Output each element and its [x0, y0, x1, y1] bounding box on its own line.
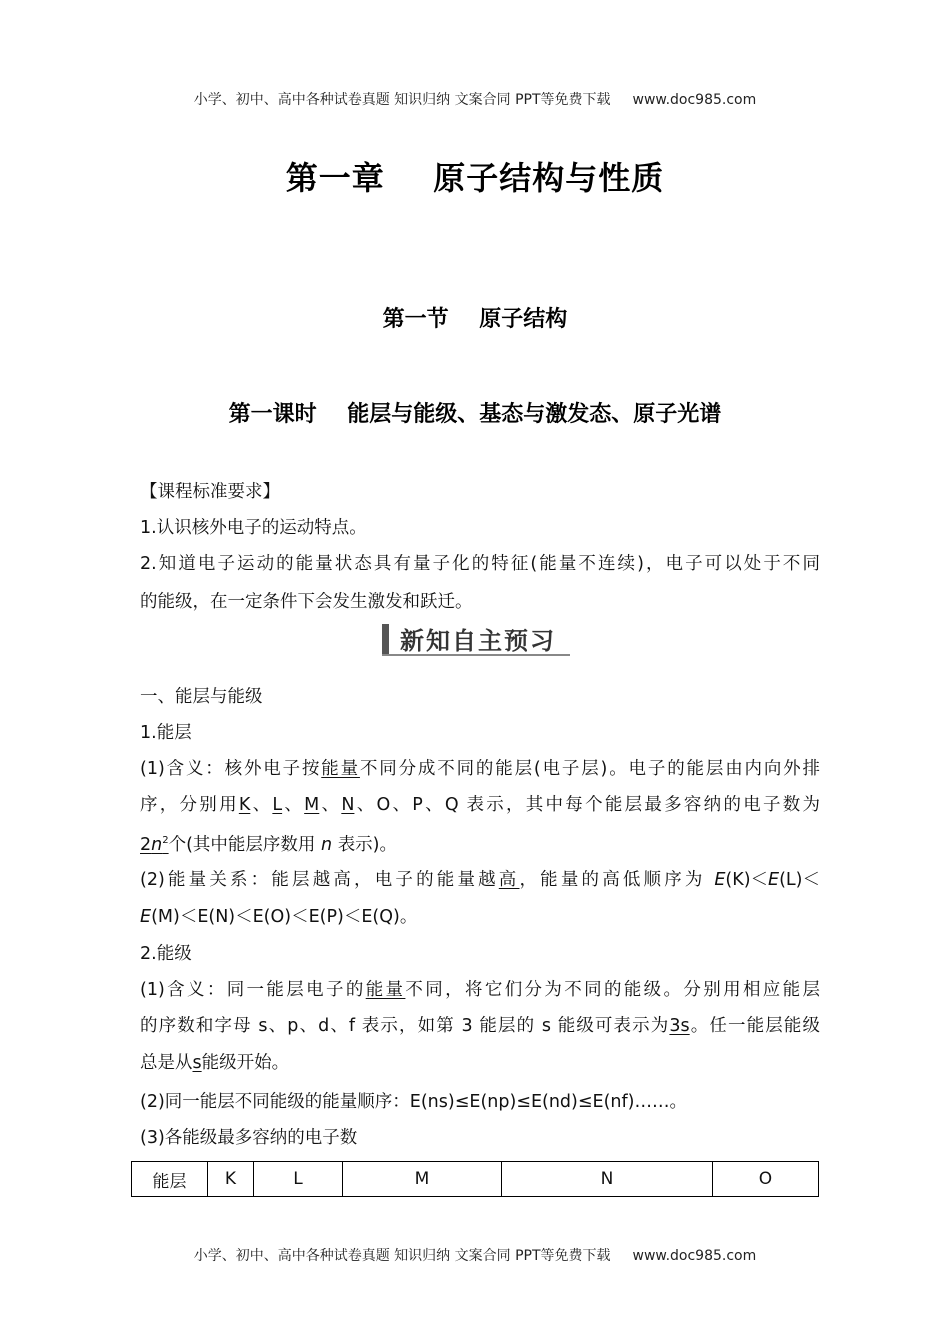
standards-item-2-line-2: 的能级，在一定条件下会发生激发和跃迁。: [140, 592, 473, 612]
subheading-energy-shell: 1.能层: [140, 723, 192, 743]
paragraph-shell-definition-3: $2n^2$个(其中能层序数用 n 表示)。: [140, 834, 398, 855]
preview-banner: [382, 620, 570, 656]
paragraph-shell-definition-1: (1)含义：核外电子按能量不同分成不同的能层(电子层)。电子的能层由内向外排: [140, 759, 821, 779]
answer-blank: 高: [498, 870, 520, 890]
answer-blank: N: [341, 795, 355, 815]
paragraph-shell-definition-2: 序，分别用K、L、M、N、O、P、Q 表示，其中每个能层最多容纳的电子数为: [140, 795, 821, 815]
subheading-energy-level: 2.能级: [140, 944, 192, 964]
chapter-title: 第一章 原子结构与性质: [285, 159, 665, 197]
table-cell: N: [502, 1162, 713, 1197]
page-header: [0, 89, 950, 109]
table-row: [132, 1162, 819, 1197]
footer-text: 小学、初中、高中各种试卷真题 知识归纳 文案合同 PPT等免费下载: [193, 1248, 611, 1264]
table-cell: M: [343, 1162, 502, 1197]
answer-blank: 3s: [669, 1016, 690, 1036]
paragraph-energy-relation-2: E(M)＜E(N)＜E(O)＜E(P)＜E(Q)。: [140, 907, 418, 927]
header-text: 小学、初中、高中各种试卷真题 知识归纳 文案合同 PPT等免费下载: [193, 92, 611, 108]
answer-blank: s: [192, 1053, 202, 1073]
paragraph-max-electrons: (3)各能级最多容纳的电子数: [140, 1128, 358, 1148]
banner-label: 新知自主预习: [400, 627, 556, 655]
answer-blank: M: [304, 795, 320, 815]
answer-blank: 能量: [321, 759, 360, 779]
table-cell: 能层: [132, 1162, 208, 1197]
section-title: 第一节 原子结构: [382, 307, 568, 332]
paragraph-level-definition-2: 的序数和字母 s、p、d、f 表示，如第 3 能层的 s 能级可表示为3s。任一能层能级: [140, 1016, 820, 1036]
paragraph-energy-relation-1: (2)能量关系：能层越高，电子的能量越高，能量的高低顺序为 E(K)＜E(L)＜: [140, 870, 820, 890]
table-cell: L: [254, 1162, 343, 1197]
energy-order-expression: E(ns)≤E(np)≤E(nd)≤E(nf)……。: [409, 1092, 687, 1112]
table-cell: O: [713, 1162, 819, 1197]
lesson-title: 第一课时 能层与能级、基态与激发态、原子光谱: [228, 402, 722, 427]
page-footer: [0, 1245, 950, 1265]
answer-blank: $2n^2$: [140, 834, 169, 855]
paragraph-level-definition-3: 总是从s能级开始。: [140, 1053, 290, 1073]
answer-blank: 能量: [365, 980, 406, 1000]
standards-item-1: 1.认识核外电子的运动特点。: [140, 518, 367, 538]
answer-blank: K: [238, 795, 251, 815]
section-heading-1: 一、能层与能级: [140, 687, 263, 707]
banner-bar: [382, 624, 389, 654]
standards-item-2-line-1: 2.知道电子运动的能量状态具有量子化的特征(能量不连续)，电子可以处于不同: [140, 554, 820, 574]
header-site: www.doc985.com: [632, 92, 757, 108]
paragraph-level-definition-1: (1)含义：同一能层电子的能量不同，将它们分为不同的能级。分别用相应能层: [140, 980, 821, 1000]
paragraph-level-order: (2)同一能层不同能级的能量顺序：E(ns)≤E(np)≤E(nd)≤E(nf)……。: [140, 1092, 687, 1112]
footer-site: www.doc985.com: [632, 1248, 757, 1264]
table-cell: K: [208, 1162, 254, 1197]
energy-level-table: [131, 1161, 819, 1197]
standards-heading: 【课程标准要求】: [140, 482, 280, 502]
answer-blank: L: [272, 795, 283, 815]
